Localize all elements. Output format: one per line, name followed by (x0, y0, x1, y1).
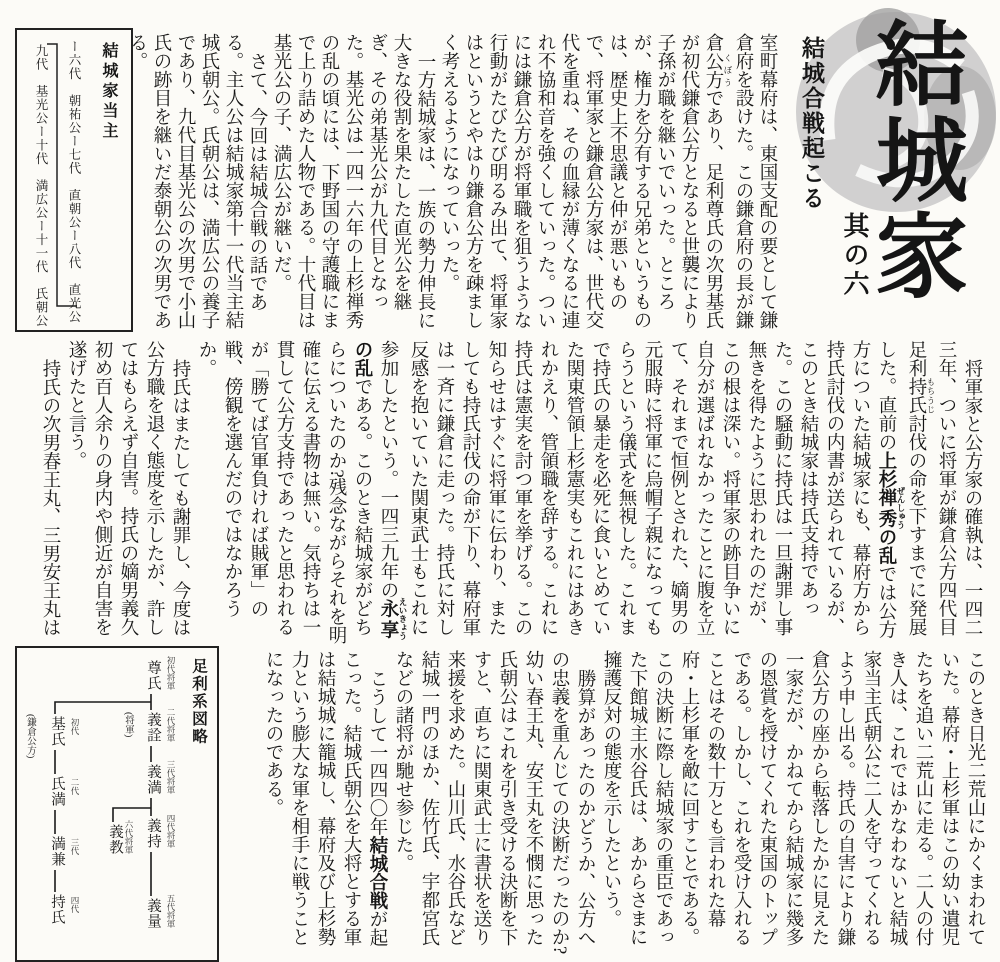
lineage-box-title: 結城家当主 (100, 42, 117, 142)
genealogy-node-yoshikazu: 義量 (145, 898, 161, 929)
article-column-block-bottom (218, 650, 988, 957)
paragraph: このとき日光二荒山にかくまわれていた。幕府・上杉軍はこの幼い遺児たちを追い二荒山に走る。二人の付き人は、これではかなわないと結城家当主氏朝公に二人を守ってくれるよう申し出る。持氏の自害により鎌倉公方の座から転落したかに見えた一家だが、かねてから結城家に幾多の恩賞を授けてくれた東国のトップである。しかし、これを受け入れることはその数十万とも言われた幕府・上杉軍を敵に回すことである。この決断に際し結城家の重臣であった下館城主水谷氏は、あからさまに擁護反対の態度を示したという。 (601, 650, 985, 946)
genealogy-rank-label: 三代将軍 (166, 760, 176, 794)
page-title-part-number: 其の六 (840, 212, 869, 299)
genealogy-node-motouji: 基氏 (49, 716, 65, 747)
genealogy-node-takauji: 尊氏 (145, 660, 161, 691)
genealogy-rank-label: 二代将軍 (166, 708, 176, 742)
paragraph: 一方結城家は、一族の勢力伸長に大きな役割を果たした直光公を継ぎ、その弟基光公が九代目となった。基光公は一四一六年の上杉禅秀の乱の頃には、下野国の守護職にまで上り詰めた人物である。十代目は基光公の子、満広公が継いだ。 (271, 33, 435, 329)
lineage-row: ー六代 朝祐公ー七代 直朝公ー八代 直光公 (67, 40, 81, 324)
genealogy-node-mochiuji: 持氏 (49, 894, 65, 925)
paragraph: こうして一四四〇年結城合戦が起こった。結城氏朝公を大将とする軍は結城城に籠城し、幕府及び上杉勢力という膨大な軍を相手に戦うことになったのである。 (263, 650, 387, 946)
genealogy-node-yoshimitsu: 義満 (145, 764, 161, 795)
yuki-family-heads-box (15, 28, 133, 332)
paragraph: 勝算があったのかどうか、公方への忠義を重んじての決断だったのか?幼い春王丸、安王丸を不憫に思った氏朝公はこれを引き受ける決断を下すと、直ちに関東武士に書状を送り来援を求めた。山川氏、水谷氏など結城一門のほか、佐竹氏、宇都宮氏などの諸将が馳せ参じた。 (393, 650, 595, 955)
genealogy-rank-label: 五代将軍 (166, 894, 176, 928)
paragraph: 持氏はまたしても謝罪し、今度は公方職を退く態度を示したが、許してはもらえず自害。持氏の嫡男義久初め百人余りの身内や側近が自害を遂げたと言う。 (66, 340, 190, 636)
genealogy-rank-label: 初代 (70, 718, 80, 735)
article-column-block-middle (40, 340, 985, 647)
genealogy-node-yoshiakira: 義詮 (145, 712, 161, 743)
genealogy-rank-label: 四代将軍 (166, 814, 176, 848)
article-column-block-top (127, 33, 779, 331)
genealogy-node-yoshinori: 義教 (107, 824, 123, 855)
genealogy-rank-label: 六代将軍 (124, 820, 134, 854)
paragraph: さて、今回は結城合戦の話である。主人公は結城家第十一代当主結城氏朝公。氏朝公は、満広公の養子であり、九代目基光公の次男で小山氏の跡目を継いだ泰朝公の次男である。 (127, 33, 267, 329)
genealogy-line-label-kamakura-kubo: (鎌倉公方) (25, 714, 35, 759)
genealogy-rank-label: 四代 (70, 896, 80, 913)
paragraph: 持氏の次男春王丸、三男安王丸は (40, 358, 60, 636)
page-subtitle: 結城合戦起こる (799, 36, 824, 211)
genealogy-rank-label: 初代将軍 (166, 656, 176, 690)
paragraph: 室町幕府は、東国支配の要として鎌倉府を設けた。この鎌倉府の長が鎌倉公方 くぼうであり、足利尊氏の次男基氏が初代鎌倉公方となると世襲により子孫が職を継いでいった。ところが、権力を分有する兄弟というものは、歴史上不思議と仲が悪いもので、将軍家と鎌倉公方家は、世代交代を重ね、その血縁が薄くなるに連れ不協和音を強くしていった。ついには鎌倉公方が将軍職を狙うような行動がたびたび明るみ出て、将軍家はというとやはり鎌倉公方を疎ましく考えるようになっていった。 (439, 33, 777, 329)
page-title: 結城家 (863, 16, 965, 304)
genealogy-node-mitsukane: 満兼 (49, 836, 65, 867)
genealogy-line-label-shogun: (将軍) (123, 712, 133, 738)
genealogy-box-title: 足利系図略 (190, 658, 207, 746)
ashikaga-genealogy-box (15, 646, 219, 962)
genealogy-rank-label: 三代 (70, 838, 80, 855)
lineage-row: 九代 基光公ー十代 満広公ー十一代 氏朝公 (34, 44, 48, 328)
genealogy-node-yoshimochi: 義持 (145, 818, 161, 849)
genealogy-rank-label: 二代 (70, 778, 80, 795)
genealogy-node-ujimitsu: 氏満 (49, 776, 65, 807)
paragraph: 将軍家と公方家の確執は、一四二三年、ついに将軍が鎌倉公方四代目足利持氏 もちうじ討伐の命を下すまでに発展した。直前の上杉禅秀 ぜんしゅうの乱では公方方についた結城家にも、幕府方から持氏討伐の内書が送られているが、このとき結城家は持氏支持であった。この騒動に持氏は一旦謝罪し事無きを得たように思われたのだが、この根は深い。将軍家の跡目争いに自分が選ばれなかったことに腹を立て、それまで恒例とされた、嫡男の元服時に将軍に烏帽子親になってもらうという儀式を無視した。これまで持氏の暴走を必死に食いとめていた関東管領上杉憲実もこれにはあきれかえり、管領職を辞する。これに持氏は憲実を討つ軍を挙げる。この知らせはすぐに将軍に伝わり、またしても持氏討伐の命が下り、幕府軍は一斉に鎌倉に走った。持氏に対し反感を抱いていた関東武士もこれに参加したという。一四三九年の永享 えいきょうの乱である。このとき結城家がどちらについたのか?残念ながらそれを明確に伝える書物は無い。気持ちは一貫して公方支持であったと思われるが「勝てば官軍負ければ賊軍」の戦、傍観を選んだのではなかろうか。 (196, 340, 982, 645)
